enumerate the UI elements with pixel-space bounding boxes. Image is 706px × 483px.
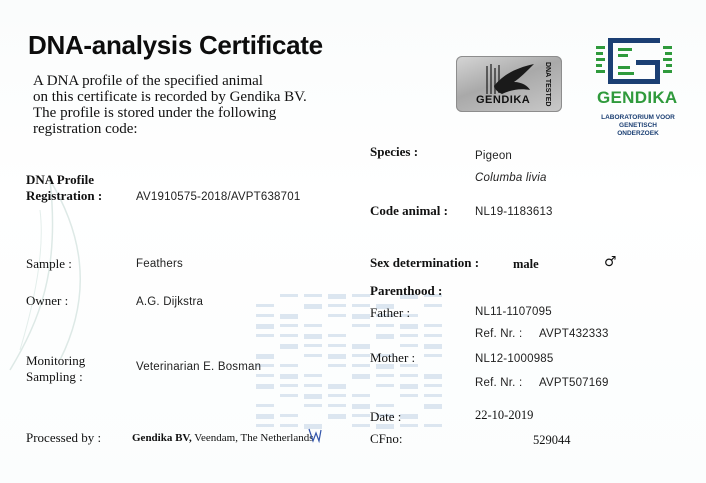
intro-line: registration code: — [33, 121, 138, 137]
gel-band — [280, 334, 298, 337]
leaf-watermark-icon — [0, 120, 120, 380]
signature-icon — [308, 427, 322, 448]
gel-band — [424, 304, 442, 307]
gel-band — [304, 304, 322, 309]
dna-tested-badge — [456, 56, 562, 112]
cfno-label: CFno: — [370, 431, 403, 446]
cfno-value: 529044 — [533, 433, 571, 447]
gel-band — [424, 324, 442, 327]
gel-band — [424, 384, 442, 387]
gel-band — [424, 424, 442, 427]
parenthood-label: Parenthood : — [370, 283, 443, 298]
gel-band — [280, 344, 298, 349]
gel-band — [352, 424, 370, 427]
gel-band — [424, 334, 442, 337]
code-animal-value: NL19-1183613 — [475, 206, 553, 218]
gel-band — [400, 344, 418, 347]
gel-band — [304, 294, 322, 297]
gel-band — [424, 374, 442, 379]
gel-band — [280, 424, 298, 427]
gel-band — [280, 294, 298, 297]
gel-band — [352, 354, 370, 357]
gel-band — [352, 294, 370, 297]
gel-band — [328, 294, 346, 299]
gel-band — [256, 424, 274, 427]
gel-band — [256, 304, 274, 307]
signature-mark — [308, 427, 322, 443]
owner-label: Owner : — [26, 293, 69, 308]
species-label: Species : — [370, 144, 419, 159]
father-label: Father : — [370, 305, 411, 320]
father-value: NL11-1107095 — [475, 306, 552, 318]
species-common: Pigeon — [475, 150, 513, 162]
code-animal-label: Code animal : — [370, 203, 448, 218]
processed-label: Processed by : — [26, 430, 102, 445]
dna-gel-watermark-icon — [250, 290, 450, 440]
gel-band — [256, 334, 274, 337]
gel-band — [352, 394, 370, 397]
gel-band — [256, 384, 274, 389]
gel-band — [280, 414, 298, 417]
gel-band — [328, 314, 346, 317]
gel-band — [376, 334, 394, 339]
gel-band — [304, 404, 322, 407]
monitoring-label-line2: Sampling : — [26, 369, 83, 384]
gel-band — [280, 324, 298, 327]
gel-band — [328, 384, 346, 389]
intro-text — [33, 73, 333, 137]
certificate-title: DNA-analysis Certificate — [28, 30, 323, 60]
gel-band — [304, 324, 322, 327]
mother-ref-value: AVPT507169 — [539, 377, 609, 389]
gel-band — [328, 364, 346, 367]
gel-band — [352, 304, 370, 307]
gel-band — [352, 404, 370, 409]
mother-value: NL12-1000985 — [475, 353, 554, 365]
gel-band — [280, 364, 298, 367]
gendika-wordmark: GENDIKA — [597, 88, 678, 107]
badge-tested-label: DNA TESTED — [544, 62, 551, 107]
gel-band — [400, 334, 418, 337]
gel-band — [424, 344, 442, 349]
gel-band — [400, 424, 418, 427]
gendika-subtitle — [598, 114, 678, 138]
gel-band — [376, 374, 394, 377]
sex-label: Sex determination : — [370, 255, 480, 270]
gel-band — [256, 414, 274, 419]
registration-value: AV1910575-2018/AVPT638701 — [136, 191, 301, 203]
sex-value: male — [513, 257, 539, 271]
gel-band — [376, 404, 394, 407]
date-label: Date : — [370, 409, 402, 424]
gel-band — [376, 324, 394, 327]
gel-band — [424, 404, 442, 409]
gel-band — [280, 374, 298, 379]
sample-label: Sample : — [26, 256, 72, 271]
gel-band — [352, 324, 370, 327]
gel-band — [328, 304, 346, 307]
intro-line: on this certificate is recorded by Gendika BV. — [33, 89, 307, 105]
processed-place: Veendam, The Netherlands — [194, 432, 314, 444]
gel-band — [304, 384, 322, 387]
gel-band — [352, 374, 370, 379]
gel-band — [304, 344, 322, 347]
badge-name: GENDIKA — [476, 94, 531, 106]
mother-label: Mother : — [370, 350, 416, 365]
gel-band — [328, 404, 346, 407]
species-latin: Columba livia — [475, 172, 547, 184]
gel-band — [256, 404, 274, 407]
gel-band — [328, 394, 346, 397]
monitoring-label-line1: Monitoring — [26, 353, 86, 368]
mother-ref-label: Ref. Nr. : — [475, 377, 523, 389]
gel-band — [304, 374, 322, 377]
gel-band — [328, 414, 346, 419]
gendika-subtitle-line: LABORATORIUM VOOR — [601, 114, 675, 121]
gel-band — [352, 414, 370, 417]
gel-band — [304, 354, 322, 357]
processed-org: Gendika BV, — [132, 432, 192, 444]
gel-band — [328, 334, 346, 337]
sample-value: Feathers — [136, 258, 183, 270]
gel-band — [400, 394, 418, 397]
processed-value — [132, 432, 314, 444]
gel-band — [256, 374, 274, 377]
dna-profile-heading: DNA Profile — [26, 172, 94, 187]
gel-band — [424, 394, 442, 397]
gel-band — [376, 384, 394, 387]
gel-band — [280, 314, 298, 319]
gel-band — [256, 314, 274, 317]
father-ref-value: AVPT432333 — [539, 328, 609, 340]
gel-band — [256, 354, 274, 359]
owner-value: A.G. Dijkstra — [136, 296, 204, 308]
gel-band — [400, 414, 418, 419]
registration-label: Registration : — [26, 188, 103, 203]
gel-band — [352, 364, 370, 367]
male-symbol-icon: ♂ — [604, 254, 617, 270]
gendika-subtitle-line: GENETISCH ONDERZOEK — [617, 122, 659, 137]
father-ref-label: Ref. Nr. : — [475, 328, 523, 340]
gel-band — [328, 344, 346, 347]
gendika-logo-icon — [596, 36, 672, 86]
intro-line: A DNA profile of the specified animal — [33, 73, 263, 89]
gel-band — [400, 324, 418, 329]
gel-band — [280, 384, 298, 387]
monitoring-value: Veterinarian E. Bosman — [136, 361, 262, 373]
intro-line: The profile is stored under the following — [33, 105, 277, 121]
gel-band — [352, 314, 370, 319]
date-value: 22-10-2019 — [475, 408, 534, 422]
gel-band — [280, 394, 298, 397]
gel-band — [304, 334, 322, 339]
gel-band — [400, 384, 418, 389]
gel-band — [352, 344, 370, 349]
gel-band — [256, 324, 274, 329]
gel-band — [400, 374, 418, 377]
gel-band — [304, 394, 322, 399]
gel-band — [328, 354, 346, 359]
gel-band — [424, 354, 442, 357]
